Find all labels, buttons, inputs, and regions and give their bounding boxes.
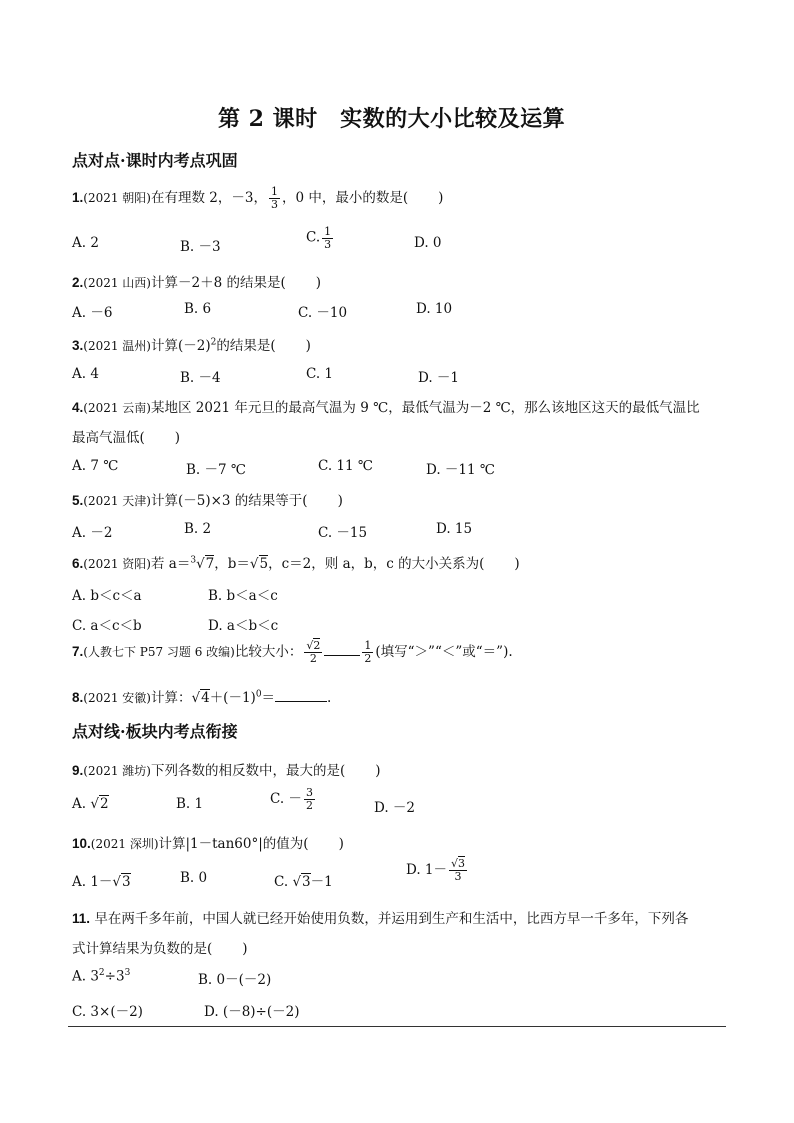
fraction-numerator: 1	[364, 639, 372, 653]
radicand: 5	[259, 556, 269, 572]
question-source: (人教七下 P57 习题 6 改编)	[83, 645, 235, 659]
option-b: B. b＜a＜c	[208, 588, 278, 604]
question-text: 比较大小：	[234, 644, 303, 660]
question-number: 3.	[72, 338, 84, 353]
question-source: (2021 资阳)	[83, 557, 151, 571]
option-a: A. b＜c＜a	[72, 588, 142, 604]
option-label: C. －	[270, 791, 302, 807]
question-number: 10.	[72, 836, 91, 851]
question-number: 9.	[72, 763, 84, 778]
exponent: 3	[124, 968, 131, 978]
option-c: C. 1	[306, 366, 334, 382]
option-a: A. 4	[72, 366, 99, 382]
question-source: (2021 天津)	[83, 494, 151, 508]
option-a	[72, 796, 109, 812]
square-root: √2	[90, 796, 109, 812]
question-text: (填写“＞”“＜”或“＝”).	[375, 644, 513, 660]
question-11-line-2	[72, 937, 248, 957]
option-a: A. －6	[72, 305, 113, 321]
option-d: D. a＜b＜c	[208, 618, 279, 634]
fraction-numerator: 1	[324, 225, 332, 238]
footer-rule	[68, 1026, 726, 1027]
question-text: 在有理数 2，－3，	[150, 190, 267, 206]
answer-paren: )	[338, 836, 344, 852]
question-text: 早在两千多年前，中国人就已经开始使用负数，并运用到生产和生活中，比西方早一千多年，下列各	[94, 911, 689, 927]
root-index: 3	[190, 555, 197, 566]
question-4	[72, 396, 700, 416]
option-d: D. 15	[436, 521, 473, 537]
answer-blank[interactable]	[275, 701, 327, 702]
radicand: 2	[313, 639, 321, 653]
radicand: 3	[458, 857, 466, 871]
radicand: 3	[302, 874, 311, 890]
option-c: C. 3×(－2)	[72, 1004, 143, 1020]
option-b: B. 1	[176, 796, 204, 812]
option-d: D. 10	[416, 301, 453, 317]
fraction-denominator: 2	[305, 799, 313, 812]
question-text: 计算(－5)×3 的结果等于(	[150, 493, 308, 509]
option-label: D. 1－	[406, 862, 448, 878]
option-c	[306, 226, 335, 250]
radicand: 7	[205, 556, 215, 572]
question-text: 计算－2＋8 的结果是(	[150, 275, 286, 291]
question-number: 7.	[72, 644, 84, 659]
fraction-denominator: 2	[309, 652, 317, 665]
radicand: 3	[122, 874, 131, 890]
question-text: ，c＝2，则 a，b，c 的大小关系为(	[268, 556, 485, 572]
option-label: A.	[72, 796, 87, 812]
question-6	[72, 552, 520, 572]
question-text: 最高气温低(	[72, 430, 145, 446]
cube-root: √7	[196, 556, 215, 572]
page-title: 第 2 课时 实数的大小比较及运算	[218, 106, 566, 132]
square-root: √3	[112, 874, 131, 890]
question-number: 8.	[72, 690, 84, 705]
fraction	[304, 787, 315, 811]
exponent: 2	[98, 968, 105, 978]
option-b: B. －3	[180, 239, 221, 255]
question-text: ，0 中，最小的数是(	[281, 190, 409, 206]
answer-paren: )	[242, 941, 248, 957]
question-source: (2021 深圳)	[90, 837, 159, 851]
option-a: A. 7 ℃	[72, 458, 119, 474]
option-c	[274, 870, 333, 890]
question-7	[72, 640, 513, 665]
option-text: ÷3	[104, 968, 125, 985]
option-b: B. 6	[184, 301, 212, 317]
question-2	[72, 271, 321, 291]
question-number: 11.	[72, 911, 91, 926]
question-3	[72, 334, 311, 354]
square-root: √5	[249, 556, 269, 572]
answer-paren: )	[375, 763, 381, 779]
fraction-denominator: 2	[364, 652, 372, 665]
exponent: 2	[210, 337, 217, 348]
option-c	[270, 787, 317, 812]
fraction	[322, 226, 333, 250]
question-text: 的结果是(	[216, 338, 276, 354]
option-d: D. －2	[374, 800, 416, 816]
radicand: 2	[99, 796, 109, 812]
option-d: D. 0	[414, 235, 442, 251]
question-number: 2.	[72, 275, 84, 290]
question-1	[72, 186, 443, 211]
question-source: (2021 安徽)	[83, 691, 151, 705]
answer-paren: )	[438, 190, 444, 206]
fraction-denominator: 3	[324, 237, 332, 251]
option-d	[406, 858, 469, 883]
option-b: B. －4	[180, 370, 221, 386]
question-10	[72, 832, 344, 852]
fraction-denominator: 3	[270, 198, 278, 211]
answer-blank[interactable]	[324, 655, 360, 656]
option-label: C.	[306, 229, 321, 246]
question-text: 若 a＝	[150, 556, 191, 572]
fraction-numerator: 3	[305, 786, 313, 800]
section-heading-2: 点对线·板块内考点衔接	[72, 722, 238, 741]
question-text: .	[327, 690, 332, 706]
option-c: C. －15	[318, 525, 368, 541]
question-text: 某地区 2021 年元旦的最高气温为 9 ℃，最低气温为－2 ℃，那么该地区这天的最低气温比	[150, 400, 700, 416]
answer-paren: )	[305, 338, 311, 354]
option-a: A. －2	[72, 525, 113, 541]
option-a: A. 2	[72, 235, 99, 251]
fraction	[304, 640, 322, 664]
question-number: 4.	[72, 400, 84, 415]
fraction-numerator: 1	[270, 185, 278, 199]
question-source: (2021 朝阳)	[83, 191, 151, 205]
answer-paren: )	[174, 430, 181, 446]
question-8	[72, 686, 331, 706]
question-number: 1.	[72, 190, 84, 205]
option-label: C.	[274, 874, 289, 890]
question-text: 下列各数的相反数中，最大的是(	[150, 763, 346, 779]
option-c: C. －10	[298, 305, 348, 321]
fraction-denominator: 3	[454, 870, 462, 883]
option-text: A. 3	[72, 968, 99, 985]
option-d: D. －1	[418, 370, 460, 386]
section-heading-1: 点对点·课时内考点巩固	[72, 151, 238, 170]
question-text: 计算(－2)	[150, 338, 211, 354]
question-source: (2021 温州)	[83, 339, 151, 353]
option-c: C. a＜c＜b	[72, 618, 142, 634]
option-b: B. 2	[184, 521, 212, 537]
question-source: (2021 云南)	[83, 401, 151, 415]
fraction	[449, 858, 467, 882]
question-text: ＋(－1)	[209, 690, 256, 706]
answer-paren: )	[337, 493, 343, 509]
option-b: B. －7 ℃	[186, 462, 246, 478]
option-b: B. 0	[180, 870, 208, 886]
question-11	[72, 907, 688, 927]
question-text: 计算：	[150, 690, 192, 706]
option-label: A. 1－	[72, 874, 113, 890]
answer-paren: )	[514, 556, 520, 572]
option-b: B. 0－(－2)	[198, 972, 272, 988]
question-text: 计算|1－tan60°|的值为(	[158, 836, 309, 852]
option-a	[72, 870, 131, 890]
radicand: 4	[201, 690, 210, 706]
option-d: D. －11 ℃	[426, 462, 495, 478]
question-number: 6.	[72, 556, 84, 571]
option-c: C. 11 ℃	[318, 458, 374, 474]
question-source: (2021 潍坊)	[83, 764, 151, 778]
option-a	[72, 968, 130, 985]
question-9	[72, 759, 381, 779]
fraction-numerator: √3	[451, 857, 466, 871]
fraction	[269, 186, 280, 210]
square-root: √4	[191, 690, 210, 706]
fraction	[362, 640, 373, 664]
option-text: －1	[310, 874, 333, 890]
square-root: √3	[292, 874, 311, 890]
question-source: (2021 山西)	[83, 276, 151, 290]
question-4-line-2	[72, 426, 180, 446]
answer-paren: )	[315, 275, 322, 291]
exponent: 0	[255, 689, 262, 700]
option-d: D. (－8)÷(－2)	[204, 1004, 300, 1020]
question-text: 式计算结果为负数的是(	[72, 941, 213, 957]
question-text: ＝	[261, 690, 276, 706]
question-text: ，b＝	[214, 556, 250, 572]
question-number: 5.	[72, 493, 84, 508]
question-5	[72, 489, 343, 509]
fraction-numerator: √2	[306, 639, 321, 653]
